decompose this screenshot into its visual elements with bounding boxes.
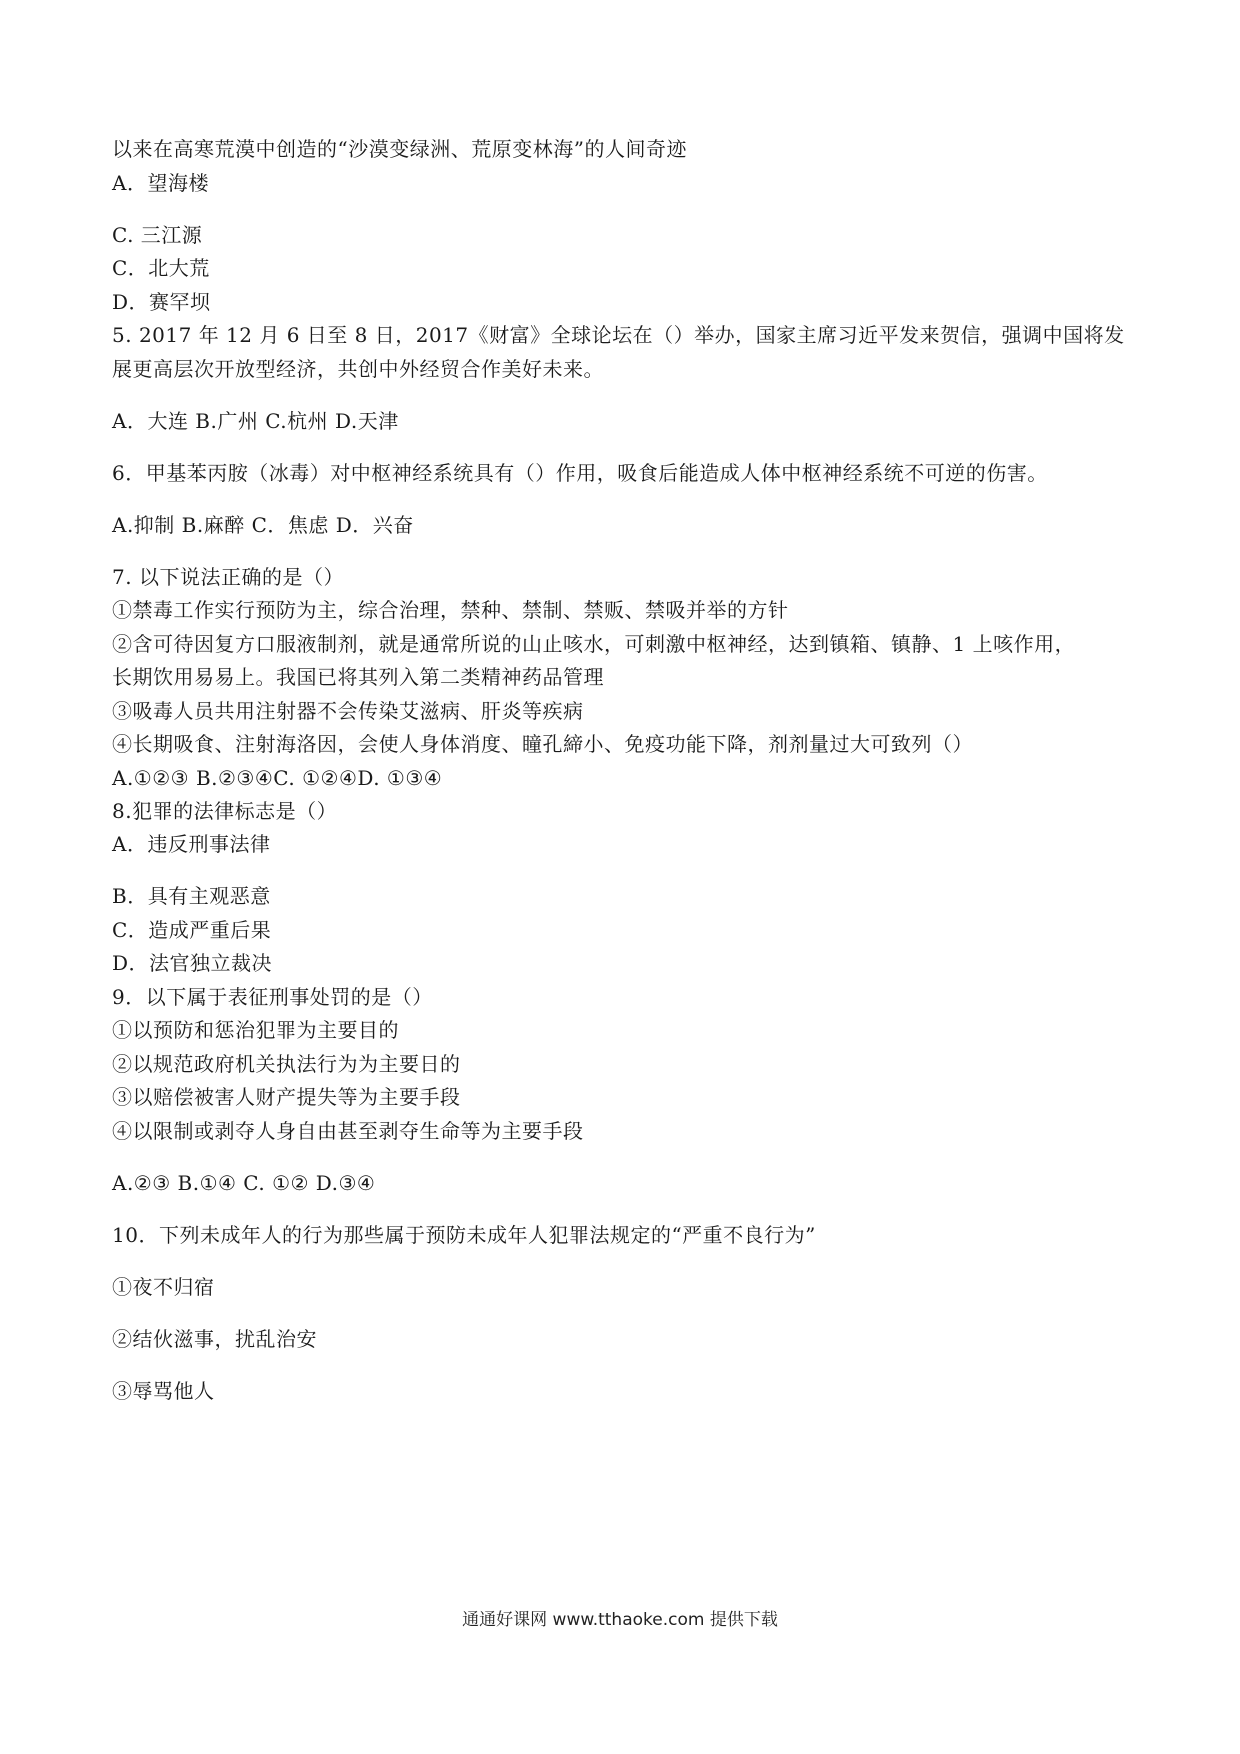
- text-line: 展更高层次开放型经济，共创中外经贸合作美好未来。: [112, 357, 604, 381]
- statement-line: ③吸毒人员共用注射器不会传染艾滋病、肝炎等疾病: [112, 699, 584, 723]
- statement-line: ③以赔偿被害人财产提失等为主要手段: [112, 1085, 461, 1109]
- options-line: A．大连 B.广州 C.杭州 D.天津: [112, 409, 399, 433]
- option-line: C．北大荒: [112, 256, 210, 280]
- statement-line: ②结伙滋事，扰乱治安: [112, 1327, 317, 1351]
- statement-line: ①禁毒工作实行预防为主，综合治理，禁种、禁制、禁贩、禁吸并举的方针: [112, 598, 789, 622]
- option-line: B．具有主观恶意: [112, 884, 271, 908]
- statement-line: 长期饮用易易上。我国已将其列入第二类精神药品管理: [112, 665, 604, 689]
- page-footer: 通通好课网 www.tthaoke.com 提供下载: [462, 1610, 778, 1630]
- options-line: A.①②③ B.②③④C. ①②④D. ①③④: [112, 766, 443, 790]
- statement-line: ①夜不归宿: [112, 1275, 215, 1299]
- question-6: 6．甲基苯丙胺（冰毒）对中枢神经系统具有（）作用，吸食后能造成人体中枢神经系统不可逆的伤害。: [112, 461, 1048, 485]
- question-8: 8.犯罪的法律标志是（）: [112, 799, 338, 823]
- option-line: D．赛罕坝: [112, 290, 211, 314]
- option-line: C．造成严重后果: [112, 918, 272, 942]
- statement-line: ④以限制或剥夺人身自由甚至剥夺生命等为主要手段: [112, 1119, 584, 1143]
- question-7: 7. 以下说法正确的是（）: [112, 565, 344, 589]
- statement-line: ④长期吸食、注射海洛因，会使人身体消度、瞳孔締小、免疫功能下降，剂剂量过大可致列（）: [112, 732, 973, 756]
- question-10: 10．下列未成年人的行为那些属于预防未成年人犯罪法规定的“严重不良行为”: [112, 1223, 816, 1247]
- option-line: A．违反刑事法律: [112, 832, 271, 856]
- options-line: A.②③ B.①④ C. ①② D.③④: [112, 1171, 376, 1195]
- statement-line: ②以规范政府机关执法行为为主要日的: [112, 1052, 461, 1076]
- statement-line: ③辱骂他人: [112, 1379, 215, 1403]
- option-line: A．望海楼: [112, 171, 209, 195]
- question-5: 5. 2017 年 12 月 6 日至 8 日，2017《财富》全球论坛在（）举办，国家主席习近平发来贺信，强调中国将发: [112, 323, 1125, 347]
- text-line: 以来在高寒荒漠中创造的“沙漠变绿洲、荒原变林海”的人间奇迹: [112, 137, 687, 161]
- options-line: A.抑制 B.麻醉 C．焦虑 D．兴奋: [112, 513, 414, 537]
- statement-line: ①以预防和惩治犯罪为主要目的: [112, 1018, 399, 1042]
- option-line: C. 三江源: [112, 223, 203, 247]
- question-9: 9．以下属于表征刑事处罚的是（）: [112, 985, 433, 1009]
- option-line: D．法官独立裁决: [112, 951, 273, 975]
- statement-line: ②含可待因复方口服液制剂，就是通常所说的山止咳水，可刺激中枢神经，达到镇箱、镇静、1 上咳作用，: [112, 632, 1076, 656]
